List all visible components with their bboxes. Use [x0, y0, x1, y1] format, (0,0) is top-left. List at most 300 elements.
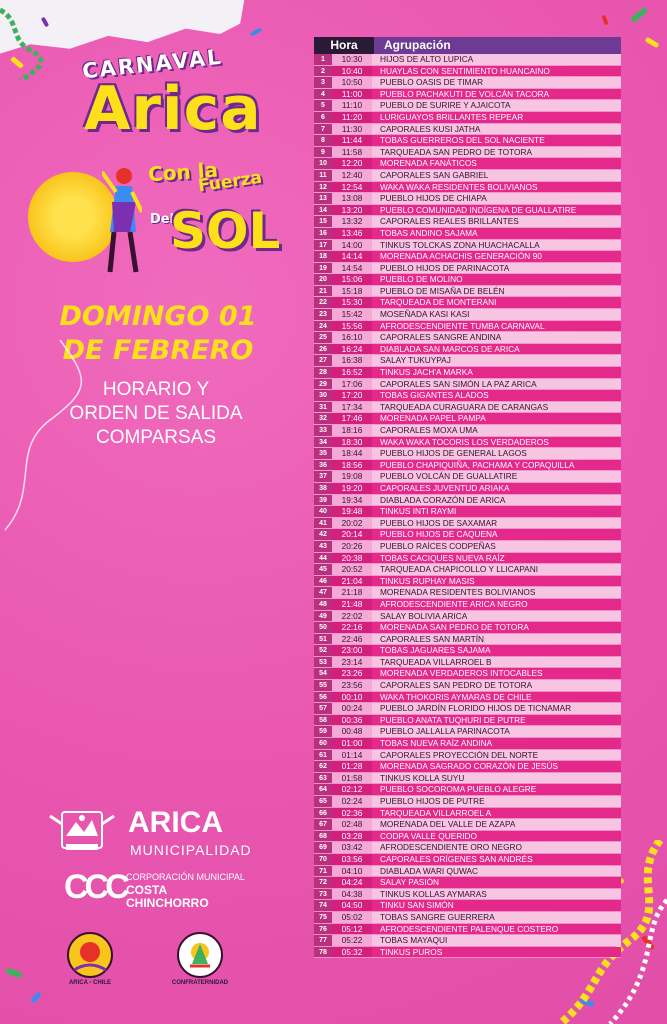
row-number: 14 — [314, 205, 332, 216]
row-time: 18:30 — [332, 437, 372, 448]
table-row — [314, 924, 621, 936]
row-number: 19 — [314, 263, 332, 274]
date-line-1: DOMINGO 01 — [59, 301, 257, 332]
row-agrupacion: TOBAS JAGUARES SAJAMA — [372, 645, 621, 656]
row-number: 63 — [314, 773, 332, 784]
table-row — [314, 877, 621, 889]
row-time: 20:02 — [332, 518, 372, 529]
row-time: 03:56 — [332, 854, 372, 865]
row-agrupacion: PUEBLO HIJOS DE PUTRE — [372, 796, 621, 807]
row-time: 05:22 — [332, 935, 372, 946]
table-row — [314, 263, 621, 275]
row-number: 71 — [314, 866, 332, 877]
table-row — [314, 587, 621, 599]
row-time: 19:34 — [332, 495, 372, 506]
row-agrupacion: HIJOS DE ALTO LUPICA — [372, 54, 621, 65]
row-time: 23:56 — [332, 680, 372, 691]
row-number: 32 — [314, 413, 332, 424]
row-number: 34 — [314, 437, 332, 448]
table-header — [314, 37, 621, 54]
row-time: 01:28 — [332, 761, 372, 772]
table-row — [314, 866, 621, 878]
table-row — [314, 274, 621, 286]
row-agrupacion: PUEBLO PACHAKUTI DE VOLCÁN TACORA — [372, 89, 621, 100]
table-row — [314, 413, 621, 425]
subtitle-line-2: ORDEN DE SALIDA — [69, 403, 243, 424]
row-time: 16:38 — [332, 355, 372, 366]
row-number: 6 — [314, 112, 332, 123]
row-agrupacion: HUAYLAS CON SENTIMIENTO HUANCAINO — [372, 66, 621, 77]
row-agrupacion: WAKA THOKORIS AYMARAS DE CHILE — [372, 692, 621, 703]
table-row — [314, 460, 621, 472]
subtitle-line-1: HORARIO Y — [102, 379, 210, 400]
table-row — [314, 506, 621, 518]
row-agrupacion: TINKUS RUPHAY MASIS — [372, 576, 621, 587]
row-number: 15 — [314, 216, 332, 227]
row-agrupacion: DIABLADA WARI QUWAC — [372, 866, 621, 877]
row-number: 8 — [314, 135, 332, 146]
row-time: 19:48 — [332, 506, 372, 517]
row-agrupacion: PUEBLO HIJOS DE GENERAL LAGOS — [372, 448, 621, 459]
table-row — [314, 100, 621, 112]
row-number: 4 — [314, 89, 332, 100]
row-number: 18 — [314, 251, 332, 262]
row-number: 16 — [314, 228, 332, 239]
table-row — [314, 541, 621, 553]
row-agrupacion: PUEBLO SOCOROMA PUEBLO ALEGRE — [372, 784, 621, 795]
table-row — [314, 576, 621, 588]
row-time: 02:36 — [332, 808, 372, 819]
row-number: 70 — [314, 854, 332, 865]
row-number: 21 — [314, 286, 332, 297]
row-time: 17:20 — [332, 390, 372, 401]
schedule-table — [314, 37, 621, 958]
table-row — [314, 715, 621, 727]
table-row — [314, 216, 621, 228]
row-number: 53 — [314, 657, 332, 668]
row-agrupacion: AFRODESCENDIENTE TUMBA CARNAVAL — [372, 321, 621, 332]
table-row — [314, 564, 621, 576]
row-agrupacion: PUEBLO HIJOS DE SAXAMAR — [372, 518, 621, 529]
row-time: 03:28 — [332, 831, 372, 842]
table-row — [314, 889, 621, 901]
row-time: 20:14 — [332, 529, 372, 540]
column-header-hora: Hora — [314, 37, 374, 54]
table-row — [314, 912, 621, 924]
row-agrupacion: CAPORALES SAN MARTÍN — [372, 634, 621, 645]
row-number: 13 — [314, 193, 332, 204]
table-row — [314, 622, 621, 634]
row-time: 19:08 — [332, 471, 372, 482]
row-time: 04:24 — [332, 877, 372, 888]
table-row — [314, 784, 621, 796]
row-agrupacion: PUEBLO JALLALLA PARINACOTA — [372, 726, 621, 737]
row-time: 11:58 — [332, 147, 372, 158]
table-row — [314, 553, 621, 565]
row-number: 65 — [314, 796, 332, 807]
row-agrupacion: TINKUS JACH'A MARKA — [372, 367, 621, 378]
row-agrupacion: TARQUEADA CURAGUARA DE CARANGAS — [372, 402, 621, 413]
table-row — [314, 228, 621, 240]
table-row — [314, 808, 621, 820]
row-number: 69 — [314, 842, 332, 853]
row-agrupacion: CAPORALES REALES BRILLANTES — [372, 216, 621, 227]
row-agrupacion: PUEBLO ANATA TUQHURI DE PUTRE — [372, 715, 621, 726]
table-row — [314, 448, 621, 460]
logo-carnaval-text: CARNAVAL — [81, 44, 224, 84]
row-time: 04:38 — [332, 889, 372, 900]
row-number: 59 — [314, 726, 332, 737]
row-agrupacion: MORENADA VERDADEROS INTOCABLES — [372, 668, 621, 679]
row-time: 20:52 — [332, 564, 372, 575]
row-agrupacion: TOBAS SANGRE GUERRERA — [372, 912, 621, 923]
row-time: 20:26 — [332, 541, 372, 552]
table-row — [314, 750, 621, 762]
row-agrupacion: TOBAS GUERREROS DEL SOL NACIENTE — [372, 135, 621, 146]
row-time: 12:20 — [332, 158, 372, 169]
row-time: 02:24 — [332, 796, 372, 807]
table-row — [314, 947, 621, 959]
row-time: 14:14 — [332, 251, 372, 262]
row-agrupacion: SALAY BOLIVIA ARICA — [372, 611, 621, 622]
column-header-agrupacion: Agrupación — [374, 37, 621, 54]
table-row — [314, 495, 621, 507]
table-row — [314, 182, 621, 194]
row-time: 18:44 — [332, 448, 372, 459]
table-row — [314, 77, 621, 89]
row-agrupacion: CAPORALES PROYECCIÓN DEL NORTE — [372, 750, 621, 761]
logo-tagline-3: Del — [150, 212, 175, 227]
row-time: 23:26 — [332, 668, 372, 679]
row-number: 64 — [314, 784, 332, 795]
ccc-chinchorro-label: CHINCHORRO — [126, 896, 209, 910]
row-agrupacion: TARQUEADA VILLARROEL B — [372, 657, 621, 668]
row-number: 54 — [314, 668, 332, 679]
row-time: 20:38 — [332, 553, 372, 564]
row-number: 67 — [314, 819, 332, 830]
row-agrupacion: MORENADA SAGRADO CORAZÓN DE JESÚS — [372, 761, 621, 772]
table-row — [314, 344, 621, 356]
row-time: 01:00 — [332, 738, 372, 749]
row-number: 20 — [314, 274, 332, 285]
row-time: 14:54 — [332, 263, 372, 274]
row-agrupacion: MORENADA DEL VALLE DE AZAPA — [372, 819, 621, 830]
municipalidad-name: ARICA — [128, 806, 223, 839]
row-number: 27 — [314, 355, 332, 366]
row-time: 14:00 — [332, 240, 372, 251]
row-number: 28 — [314, 367, 332, 378]
row-agrupacion: WAKA WAKA RESIDENTES BOLIVIANOS — [372, 182, 621, 193]
row-agrupacion: TARQUEADA VILLARROEL A — [372, 808, 621, 819]
row-number: 9 — [314, 147, 332, 158]
row-number: 37 — [314, 471, 332, 482]
logo-tagline-4: SOL — [170, 202, 281, 260]
table-row — [314, 240, 621, 252]
row-number: 49 — [314, 611, 332, 622]
table-row — [314, 135, 621, 147]
row-agrupacion: MORENADA SAN PEDRO DE TOTORA — [372, 622, 621, 633]
row-agrupacion: SALAY TUKUYPAJ — [372, 355, 621, 366]
row-agrupacion: CAPORALES ORÍGENES SAN ANDRÉS — [372, 854, 621, 865]
row-agrupacion: DIABLADA SAN MARCOS DE ARICA — [372, 344, 621, 355]
table-row — [314, 147, 621, 159]
table-row — [314, 367, 621, 379]
row-number: 42 — [314, 529, 332, 540]
row-time: 19:20 — [332, 483, 372, 494]
table-row — [314, 819, 621, 831]
row-number: 11 — [314, 170, 332, 181]
row-time: 17:06 — [332, 379, 372, 390]
row-number: 17 — [314, 240, 332, 251]
table-row — [314, 379, 621, 391]
table-row — [314, 309, 621, 321]
municipalidad-subtitle: MUNICIPALIDAD — [130, 842, 252, 858]
table-row — [314, 645, 621, 657]
partner-logo-1 — [60, 930, 120, 990]
row-agrupacion: PUEBLO COMUNIDAD INDÍGENA DE GUALLATIRE — [372, 205, 621, 216]
table-row — [314, 437, 621, 449]
dancer-icon — [102, 162, 142, 282]
row-agrupacion: MORENADA RESIDENTES BOLIVIANOS — [372, 587, 621, 598]
row-number: 35 — [314, 448, 332, 459]
table-row — [314, 599, 621, 611]
table-row — [314, 692, 621, 704]
logo-arica-text: Arica — [84, 74, 262, 144]
table-row — [314, 854, 621, 866]
row-time: 13:46 — [332, 228, 372, 239]
row-time: 01:58 — [332, 773, 372, 784]
table-row — [314, 773, 621, 785]
table-row — [314, 251, 621, 263]
row-time: 01:14 — [332, 750, 372, 761]
row-number: 51 — [314, 634, 332, 645]
row-number: 66 — [314, 808, 332, 819]
row-agrupacion: DIABLADA CORAZÓN DE ARICA — [372, 495, 621, 506]
row-time: 05:12 — [332, 924, 372, 935]
row-number: 73 — [314, 889, 332, 900]
row-agrupacion: PUEBLO JARDÍN FLORIDO HIJOS DE TICNAMAR — [372, 703, 621, 714]
table-row — [314, 297, 621, 309]
partner-logo-2 — [170, 930, 230, 990]
table-row — [314, 158, 621, 170]
row-agrupacion: PUEBLO DE SURIRE Y AJAICOTA — [372, 100, 621, 111]
partner-logo-1-label: ARICA - CHILE — [68, 980, 112, 986]
row-time: 10:30 — [332, 54, 372, 65]
table-row — [314, 668, 621, 680]
row-agrupacion: TINKUS KOLLAS AYMARAS — [372, 889, 621, 900]
row-agrupacion: TOBAS NUEVA RAÍZ ANDINA — [372, 738, 621, 749]
row-number: 46 — [314, 576, 332, 587]
row-agrupacion: PUEBLO CHAPIQUIÑA, PACHAMA Y COPAQUILLA — [372, 460, 621, 471]
row-time: 00:24 — [332, 703, 372, 714]
row-number: 25 — [314, 332, 332, 343]
row-time: 16:24 — [332, 344, 372, 355]
row-number: 12 — [314, 182, 332, 193]
row-time: 23:00 — [332, 645, 372, 656]
row-number: 22 — [314, 297, 332, 308]
row-agrupacion: TOBAS CACIQUES NUEVA RAÍZ — [372, 553, 621, 564]
ccc-corporation-label: CORPORACIÓN MUNICIPAL — [126, 872, 245, 882]
row-number: 3 — [314, 77, 332, 88]
table-row — [314, 738, 621, 750]
row-number: 31 — [314, 402, 332, 413]
row-agrupacion: AFRODESCENDIENTE ORO NEGRO — [372, 842, 621, 853]
row-number: 39 — [314, 495, 332, 506]
row-agrupacion: CAPORALES SAN GABRIEL — [372, 170, 621, 181]
row-number: 40 — [314, 506, 332, 517]
table-row — [314, 471, 621, 483]
row-agrupacion: PUEBLO DE MISAÑA DE BELÉN — [372, 286, 621, 297]
row-number: 62 — [314, 761, 332, 772]
row-number: 26 — [314, 344, 332, 355]
logo-tagline-1: Con la — [147, 157, 219, 187]
table-row — [314, 935, 621, 947]
row-time: 11:30 — [332, 124, 372, 135]
row-time: 15:18 — [332, 286, 372, 297]
row-time: 00:10 — [332, 692, 372, 703]
row-time: 10:40 — [332, 66, 372, 77]
ccc-costa-label: COSTA — [126, 883, 168, 897]
row-time: 16:52 — [332, 367, 372, 378]
row-agrupacion: WAKA WAKA TOCORIS LOS VERDADEROS — [372, 437, 621, 448]
row-number: 78 — [314, 947, 332, 958]
row-agrupacion: CAPORALES SANGRE ANDINA — [372, 332, 621, 343]
row-time: 05:32 — [332, 947, 372, 958]
table-row — [314, 286, 621, 298]
row-time: 10:50 — [332, 77, 372, 88]
row-time: 11:10 — [332, 100, 372, 111]
row-agrupacion: MORENADA FANÁTICOS — [372, 158, 621, 169]
row-number: 74 — [314, 900, 332, 911]
row-number: 68 — [314, 831, 332, 842]
row-agrupacion: PUEBLO VOLCÁN DE GUALLATIRE — [372, 471, 621, 482]
row-number: 72 — [314, 877, 332, 888]
row-time: 15:06 — [332, 274, 372, 285]
row-time: 17:34 — [332, 402, 372, 413]
row-time: 02:12 — [332, 784, 372, 795]
row-number: 48 — [314, 599, 332, 610]
carnaval-logo — [20, 44, 281, 282]
partner-emblem-icon — [170, 930, 230, 980]
row-agrupacion: TOBAS GIGANTES ALADOS — [372, 390, 621, 401]
table-row — [314, 170, 621, 182]
row-agrupacion: TARQUEADA SAN PEDRO DE TOTORA — [372, 147, 621, 158]
row-agrupacion: MORENADA ACHACHIS GENERACIÓN 90 — [372, 251, 621, 262]
row-time: 15:42 — [332, 309, 372, 320]
table-row — [314, 529, 621, 541]
table-row — [314, 761, 621, 773]
subtitle-line-3: COMPARSAS — [95, 427, 216, 448]
row-agrupacion: AFRODESCENDIENTE ARICA NEGRO — [372, 599, 621, 610]
row-number: 75 — [314, 912, 332, 923]
row-time: 16:10 — [332, 332, 372, 343]
row-time: 18:56 — [332, 460, 372, 471]
row-time: 21:04 — [332, 576, 372, 587]
row-agrupacion: CAPORALES JUVENTUD ARIAKA — [372, 483, 621, 494]
row-time: 00:36 — [332, 715, 372, 726]
row-time: 18:16 — [332, 425, 372, 436]
row-number: 56 — [314, 692, 332, 703]
row-agrupacion: PUEBLO HIJOS DE PARINACOTA — [372, 263, 621, 274]
row-agrupacion: MOSEÑADA KASI KASI — [372, 309, 621, 320]
row-number: 45 — [314, 564, 332, 575]
table-row — [314, 831, 621, 843]
row-time: 22:46 — [332, 634, 372, 645]
row-number: 76 — [314, 924, 332, 935]
row-agrupacion: TINKUS PUROS — [372, 947, 621, 958]
row-time: 13:20 — [332, 205, 372, 216]
row-agrupacion: PUEBLO HIJOS DE CHIAPA — [372, 193, 621, 204]
table-row — [314, 842, 621, 854]
table-row — [314, 611, 621, 623]
crest-icon — [48, 806, 116, 854]
row-number: 77 — [314, 935, 332, 946]
row-number: 23 — [314, 309, 332, 320]
table-row — [314, 726, 621, 738]
row-number: 43 — [314, 541, 332, 552]
table-row — [314, 54, 621, 66]
row-time: 22:02 — [332, 611, 372, 622]
row-time: 21:48 — [332, 599, 372, 610]
row-agrupacion: TOBAS MAYAQUI — [372, 935, 621, 946]
partner-emblem-icon — [60, 930, 120, 980]
row-agrupacion: PUEBLO OASIS DE TIMAR — [372, 77, 621, 88]
row-time: 00:48 — [332, 726, 372, 737]
partner-logo-2-label: CONFRATERNIDAD — [171, 980, 229, 986]
row-number: 41 — [314, 518, 332, 529]
row-agrupacion: MORENADA PAPEL PAMPA — [372, 413, 621, 424]
row-number: 44 — [314, 553, 332, 564]
row-agrupacion: PUEBLO HIJOS DE CAQUENA — [372, 529, 621, 540]
table-row — [314, 66, 621, 78]
table-row — [314, 124, 621, 136]
row-time: 02:48 — [332, 819, 372, 830]
subtitle — [40, 378, 272, 450]
table-row — [314, 680, 621, 692]
table-row — [314, 483, 621, 495]
row-agrupacion: TINKU SAN SIMÓN — [372, 900, 621, 911]
row-time: 04:50 — [332, 900, 372, 911]
row-number: 60 — [314, 738, 332, 749]
row-time: 23:14 — [332, 657, 372, 668]
row-time: 13:08 — [332, 193, 372, 204]
row-agrupacion: PUEBLO DE MOLINO — [372, 274, 621, 285]
row-number: 57 — [314, 703, 332, 714]
row-agrupacion: TARQUEADA DE MONTERANI — [372, 297, 621, 308]
row-time: 17:46 — [332, 413, 372, 424]
row-number: 55 — [314, 680, 332, 691]
row-time: 03:42 — [332, 842, 372, 853]
row-agrupacion: CAPORALES SAN SIMÓN LA PAZ ARICA — [372, 379, 621, 390]
row-number: 7 — [314, 124, 332, 135]
table-body — [314, 54, 621, 958]
row-time: 11:00 — [332, 89, 372, 100]
table-row — [314, 900, 621, 912]
row-number: 30 — [314, 390, 332, 401]
row-time: 15:56 — [332, 321, 372, 332]
row-number: 38 — [314, 483, 332, 494]
row-number: 10 — [314, 158, 332, 169]
table-row — [314, 518, 621, 530]
row-agrupacion: PUEBLO RAÍCES CODPEÑAS — [372, 541, 621, 552]
table-row — [314, 657, 621, 669]
table-row — [314, 321, 621, 333]
ccc-mark: CCC — [64, 868, 126, 906]
row-agrupacion: LURIGUAYOS BRILLANTES REPEAR — [372, 112, 621, 123]
row-number: 33 — [314, 425, 332, 436]
row-time: 13:32 — [332, 216, 372, 227]
row-agrupacion: TARQUEADA CHAPICOLLO Y LLICAPANI — [372, 564, 621, 575]
